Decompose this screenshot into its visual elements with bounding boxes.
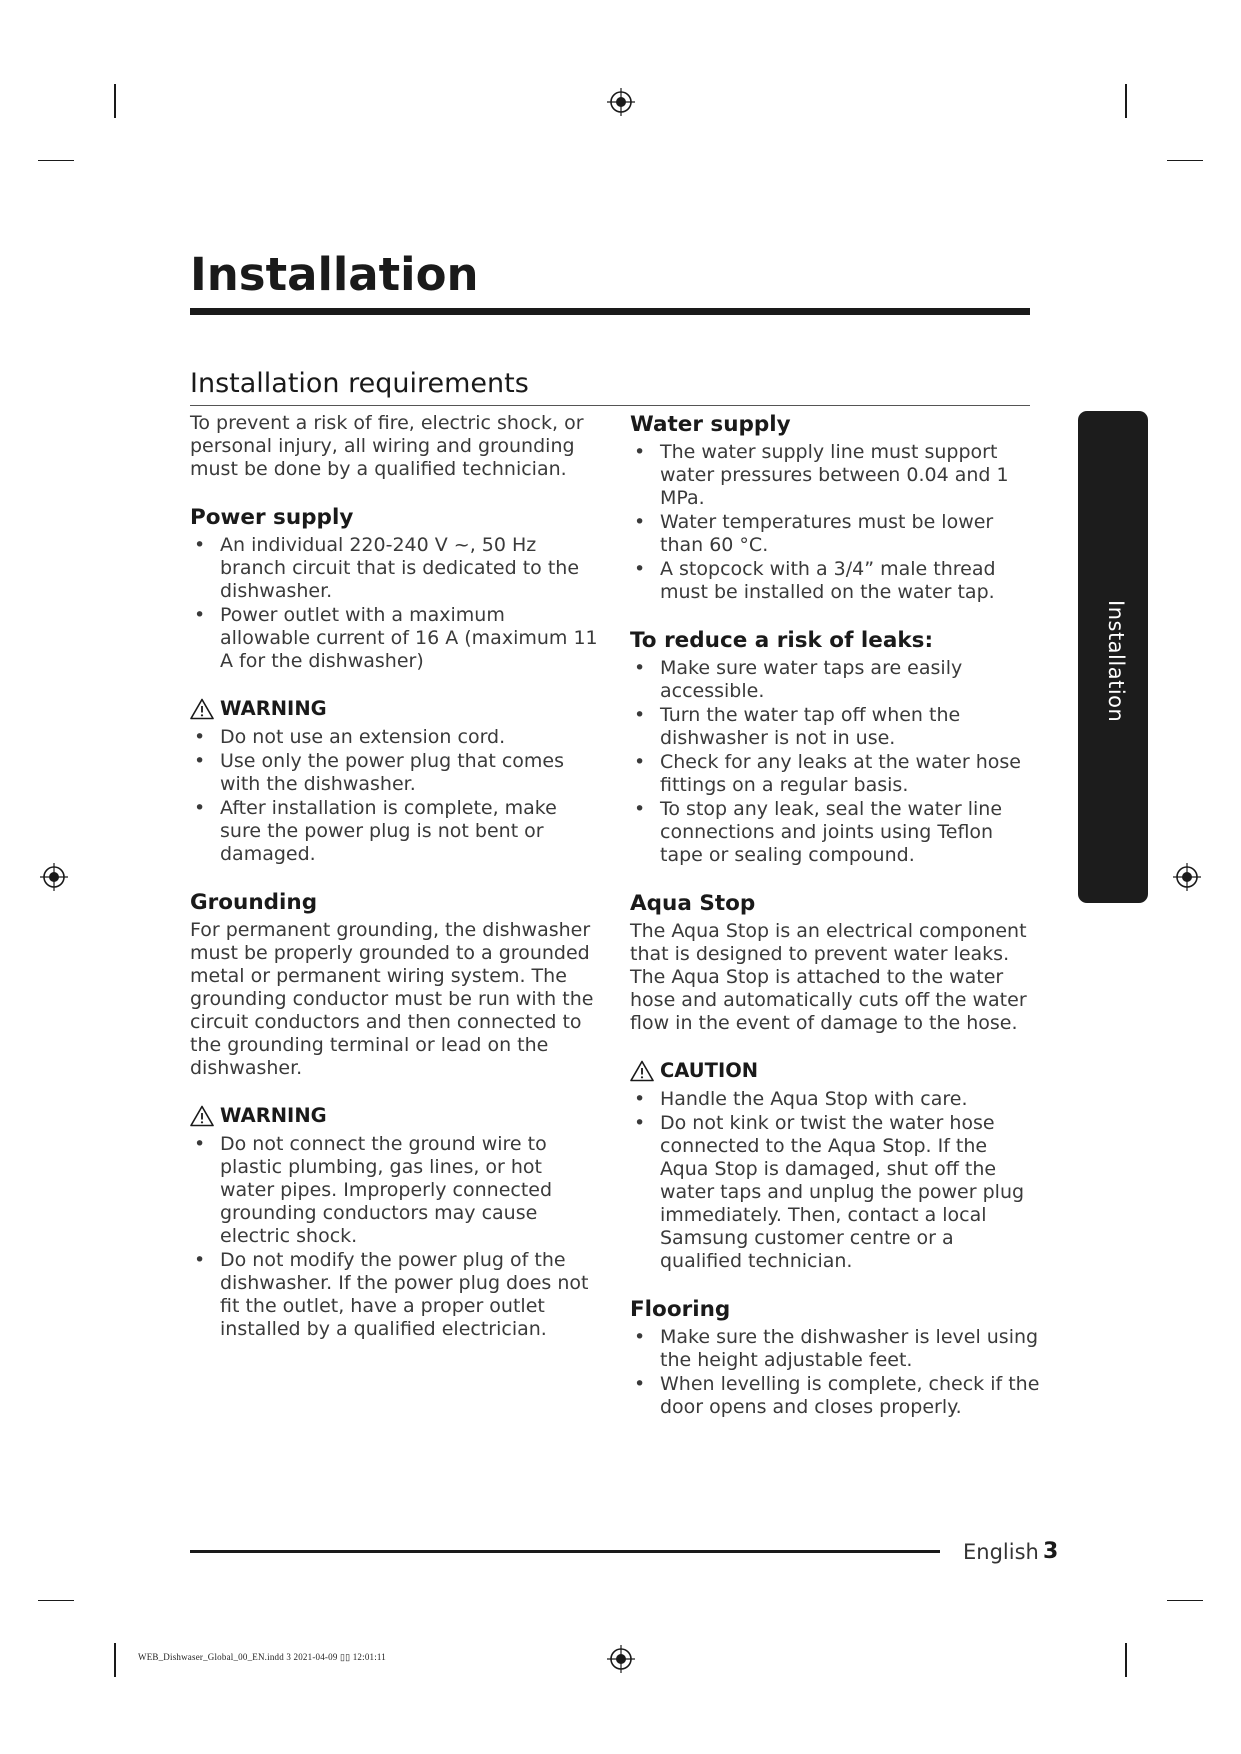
aqua-stop-text: The Aqua Stop is an electrical component that is designed to prevent water leaks. The Aqua Stop is attached to the water hose and automatically cuts off the water flow in the event of damage to the hose.: [630, 920, 1027, 1034]
crop-mark: [1125, 84, 1127, 118]
aqua-stop-heading: Aqua Stop: [630, 891, 756, 916]
list-item: • Make sure water taps are easily accessible.: [630, 657, 1040, 703]
list-item: • Use only the power plug that comes with the dishwasher.: [190, 750, 600, 796]
crop-mark: [1167, 1600, 1203, 1601]
registration-mark-icon: [1173, 863, 1201, 891]
list-item: • Power outlet with a maximum allowable current of 16 A (maximum 11 A for the dishwasher): [190, 604, 600, 673]
intro-text: To prevent a risk of fire, electric shock, or personal injury, all wiring and grounding must be done by a qualified technician.: [190, 412, 584, 480]
list-item: • Handle the Aqua Stop with care.: [630, 1088, 1040, 1111]
leaks-heading: To reduce a risk of leaks:: [630, 628, 934, 653]
warning-triangle-icon: [190, 1105, 214, 1127]
flooring-list: [630, 1326, 1040, 1419]
crop-mark: [1125, 1643, 1127, 1677]
grounding-heading: Grounding: [190, 890, 318, 915]
warning-label: WARNING: [220, 697, 327, 720]
caution-label: CAUTION: [660, 1059, 759, 1082]
list-item: • To stop any leak, seal the water line connections and joints using Teflon tape or sealing compound.: [630, 798, 1040, 867]
warning-label: WARNING: [220, 1104, 327, 1127]
list-item: • A stopcock with a 3/4” male thread must be installed on the water tap.: [630, 558, 1040, 604]
crop-mark: [1167, 160, 1203, 161]
page-number: 3: [1043, 1539, 1059, 1564]
page-title: Installation: [190, 248, 479, 301]
list-item: • An individual 220-240 V ~, 50 Hz branch circuit that is dedicated to the dishwasher.: [190, 534, 600, 603]
list-item: • Do not kink or twist the water hose connected to the Aqua Stop. If the Aqua Stop is damaged, shut off the water taps and unplug the power plug immediately. Then, contact a local Samsung customer centre or a qualified technician.: [630, 1112, 1040, 1273]
crop-mark: [114, 1643, 116, 1677]
warning-list: [190, 726, 600, 866]
leaks-list: [630, 657, 1040, 867]
list-item: • Water temperatures must be lower than 60 °C.: [630, 511, 1040, 557]
print-slug: WEB_Dishwaser_Global_00_EN.indd 3 2021-04-09 ▯▯ 12:01:11: [138, 1652, 386, 1662]
chapter-side-tab-label: Installation: [1104, 600, 1128, 723]
footer-rule: [190, 1550, 940, 1553]
list-item: • Do not modify the power plug of the dishwasher. If the power plug does not fit the outlet, have a proper outlet installed by a qualified electrician.: [190, 1249, 600, 1341]
list-item: • The water supply line must support water pressures between 0.04 and 1 MPa.: [630, 441, 1040, 510]
list-item: • After installation is complete, make sure the power plug is not bent or damaged.: [190, 797, 600, 866]
section-rule: [190, 405, 1030, 406]
crop-mark: [38, 1600, 74, 1601]
power-supply-heading: Power supply: [190, 505, 354, 530]
list-item: • Do not use an extension cord.: [190, 726, 600, 749]
grounding-text: For permanent grounding, the dishwasher must be properly grounded to a grounded metal or permanent wiring system. The grounding conductor must be run with the circuit conductors and then connected to the grounding terminal or lead on the dishwasher.: [190, 919, 594, 1079]
flooring-heading: Flooring: [630, 1297, 731, 1322]
title-rule: [190, 308, 1030, 315]
caution-triangle-icon: [630, 1060, 654, 1082]
list-item: • When levelling is complete, check if the door opens and closes properly.: [630, 1373, 1040, 1419]
caution-list: [630, 1088, 1040, 1273]
registration-mark-icon: [40, 863, 68, 891]
list-item: • Do not connect the ground wire to plastic plumbing, gas lines, or hot water pipes. Improperly connected grounding conductors may cause electric shock.: [190, 1133, 600, 1248]
power-supply-list: [190, 534, 600, 673]
section-title: Installation requirements: [190, 368, 529, 399]
right-column: [630, 412, 1040, 1443]
water-supply-heading: Water supply: [630, 412, 791, 437]
warning-list: [190, 1133, 600, 1341]
warning-triangle-icon: [190, 698, 214, 720]
list-item: • Make sure the dishwasher is level using the height adjustable feet.: [630, 1326, 1040, 1372]
crop-mark: [38, 160, 74, 161]
warning-notice: [190, 1104, 600, 1127]
registration-mark-icon: [607, 1645, 635, 1673]
crop-mark: [114, 84, 116, 118]
registration-mark-icon: [607, 88, 635, 116]
water-supply-list: [630, 441, 1040, 604]
list-item: • Check for any leaks at the water hose fittings on a regular basis.: [630, 751, 1040, 797]
list-item: • Turn the water tap off when the dishwasher is not in use.: [630, 704, 1040, 750]
footer-language: English: [963, 1540, 1039, 1564]
warning-notice: [190, 697, 600, 720]
caution-notice: [630, 1059, 1040, 1082]
left-column: [190, 412, 600, 1365]
